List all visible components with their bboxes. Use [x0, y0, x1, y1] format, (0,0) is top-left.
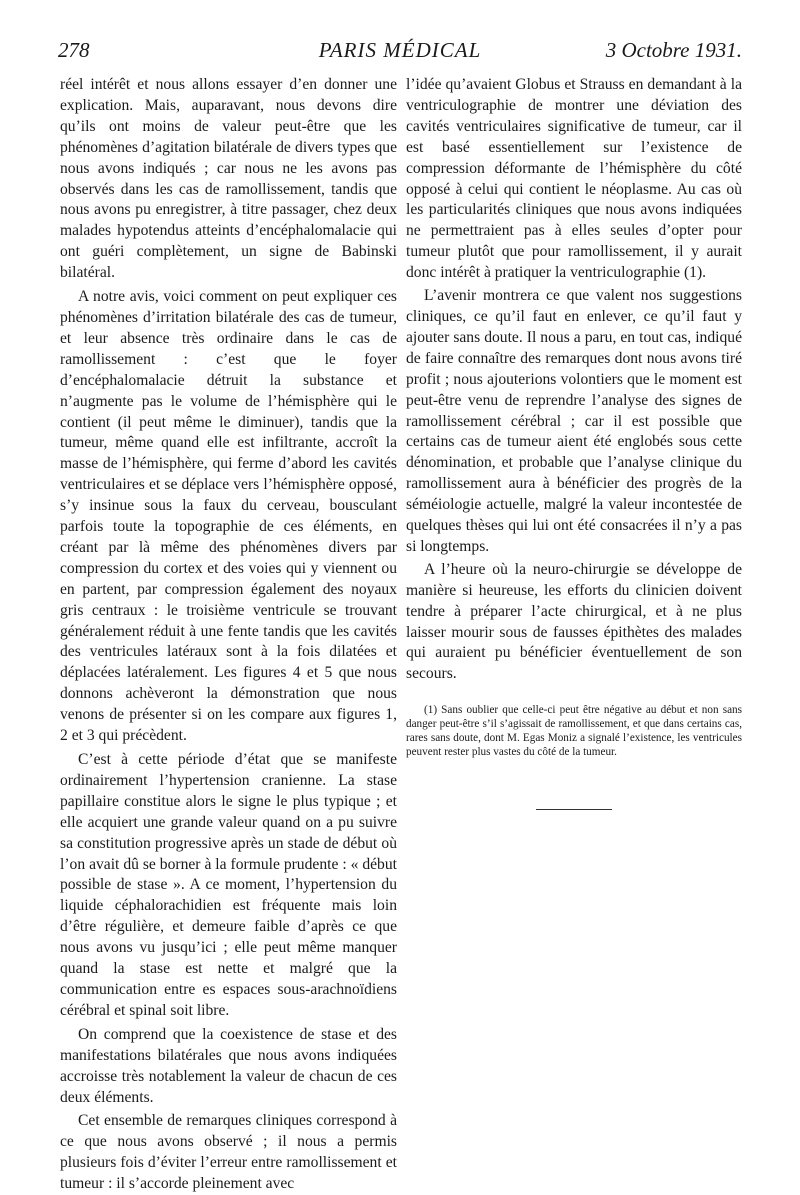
paragraph-left-4: On comprend que la coexistence de stase et des manifestations bilatérales que nous avons indiquées accroisse très notablement la valeur de chacun de ces deux éléments. — [60, 1025, 397, 1106]
paragraph-right-2: L’avenir montrera ce que valent nos suggestions cliniques, ce qu’il faut en enlever, ce qu’il faut y ajouter sans doute. Il nous a paru, en tout cas, indiqué de faire connaître des remarques dont nous avons tiré profit ; nous ajouterions volontiers que le moment est peut-être venu de reprendre l’analyse des signes de ramollissement cérébral ; car il est possible que certains cas de tumeur aient été englobés sous cette dénomination, et probable que l’analyse clinique du ramollissement aura à bénéficier des progrès de la séméiologie actuelle, malgré la valeur incontestée de quelques thèses qui lui ont été consacrées il n’y a pas si longtemps. — [406, 287, 742, 555]
end-rule — [536, 809, 612, 810]
paragraph-left-1: réel intérêt et nous allons essayer d’en donner une explication. Mais, auparavant, nous devons dire qu’ils ont moins de valeur peut-être que les phénomènes d’agitation bilatérale de divers types que nous avons indiqués ; car nous ne les avons pas observés dans les cas de ramollissement, tandis que nous avons pu enregistrer, à titre passager, chez deux malades hypotendus atteints d’encéphalomalacie qui ont guéri complètement, un signe de Babinski bilatéral. — [60, 76, 397, 282]
journal-title: PARIS MÉDICAL — [318, 38, 482, 62]
running-head — [58, 38, 742, 68]
paragraph-left-3: C’est à cette période d’état que se manifeste ordinairement l’hypertension cranienne. La stase papillaire constitue alors le signe le plus typique ; et elle acquiert une grande valeur quand on a pu suivre sa constitution progressive après un stade de début où l’on avait dû se borner à la formule prudente : « début possible de stase ». A ce moment, l’hypertension du liquide céphalorachidien est fréquente mais loin d’être régulière, et demeure faible d’après ce que nous avons vu jusqu’ici ; elle peut même manquer quand la stase est nette et malgré que la communication entre es espaces sous-arachnoïdiens cérébral et spinal soit libre. — [60, 751, 397, 1019]
paragraph-right-3: A l’heure où la neuro-chirurgie se développe de manière si heureuse, les efforts du clinicien doivent tendre à préparer l’acte chirurgical, et à ne plus laisser mourir sous de fausses épithètes des malades qui auraient pu bénéficier éventuellement de son secours. — [406, 560, 742, 683]
left-column — [60, 75, 397, 1195]
paragraph-left-5: Cet ensemble de remarques cliniques correspond à ce que nous avons observé ; il nous a permis plusieurs fois d’éviter l’erreur entre ramollissement et tumeur : il s’accorde pleinement avec — [60, 1112, 397, 1193]
paragraph-right-1: l’idée qu’avaient Globus et Strauss en demandant à la ventriculographie de montrer une déviation des cavités ventriculaires significative de tumeur, car il est basé essentiellement sur l’existence de compression déformante de l’hémisphère du côté opposé à celui qui contient le néoplasme. Au cas où les particularités cliniques que nous avons indiquées ne permettraient pas à elles seules d’opter pour tumeur plutôt que pour ramollissement, il y aurait donc intérêt à pratiquer la ventriculographie (1). — [406, 76, 742, 282]
paragraph-left-2: A notre avis, voici comment on peut expliquer ces phénomènes d’irritation bilatérale des cas de tumeur, et leur absence très ordinaire dans le cas de ramollissement : c’est que le foyer d’encéphalomalacie détruit la substance et n’augmente pas le volume de l’hémisphère qui le contient (il peut même le diminuer), tandis que la tumeur, même quand elle est infiltrante, accroît la masse de l’hémisphère, qui ferme d’abord les cavités ventriculaires et se déplace vers l’hémisphère opposé, s’y insinue sous la faux du cerveau, bousculant parfois toute la topographie de ces éléments, en créant par là même des phénomènes divers par compression du cortex et des voies qui y viennent ou en partent, par compression également des noyaux gris centraux : le troisième ventricule se trouvant généralement réduit à une fente tandis que les cavités des ventricules latéraux sont à la fois dilatées et déplacées latéralement. Les figures 4 et 5 que nous donnons achèveront la démonstration que nous venons de présenter si on les compare aux figures 1, 2 et 3 qui précèdent. — [60, 288, 397, 745]
right-column — [406, 75, 742, 810]
page-number: 278 — [58, 38, 90, 62]
issue-date: 3 Octobre 1931. — [605, 38, 742, 62]
footnote — [406, 703, 742, 759]
footnote-text: (1) Sans oublier que celle-ci peut être négative au début et non sans danger peut-être s’il s’agissait de ramollissement, et que dans certains cas, rares sans doute, dont M. Egas Moniz a signalé l’existence, les ventricules peuvent rester plus vastes du côté de la tumeur. — [406, 704, 742, 759]
